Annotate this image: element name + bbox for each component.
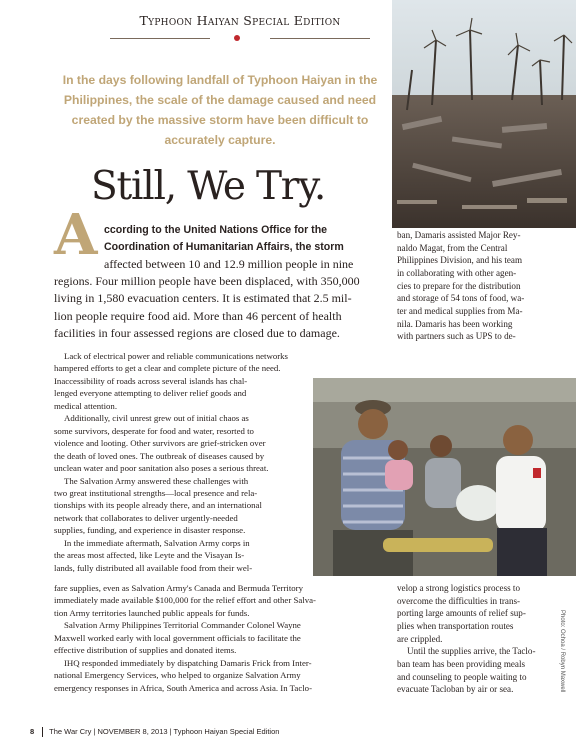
body-line: cies to prepare for the distribution xyxy=(397,280,521,291)
body-line: hampered efforts to get a clear and complete picture of the need. xyxy=(54,363,281,374)
lead-line: living in 1,580 evacuation centers. It is estimated that 2.5 mil- xyxy=(54,291,352,306)
lead-bold-line: ccording to the United Nations Office for the xyxy=(104,224,328,236)
body-line: in collaborating with other agen- xyxy=(397,267,517,278)
body-line: medical attention. xyxy=(54,400,118,411)
body-line: violence and looting. Other survivors are grief-stricken over xyxy=(54,438,266,449)
body-line: Additionally, civil unrest grew out of initial chaos as xyxy=(64,413,249,424)
body-line: and storage of 54 tons of food, wa- xyxy=(397,293,525,304)
lead-bold-line: Coordination of Humanitarian Affairs, the storm xyxy=(104,241,344,253)
bottom-column xyxy=(54,582,316,694)
page-title: Still, We Try. xyxy=(91,164,326,209)
body-line: Inaccessibility of roads across several islands has chal- xyxy=(54,375,248,386)
lead-text xyxy=(54,273,388,342)
header-rule-left xyxy=(110,38,210,39)
footer-divider xyxy=(42,727,43,737)
devastation-photo xyxy=(392,0,576,228)
lead-line: regions. Four million people have been displaced, with 350,000 xyxy=(54,274,360,288)
body-line: naldo Magat, from the Central xyxy=(397,242,508,253)
section-header: Typhoon Haiyan Special Edition xyxy=(139,13,341,28)
body-line: Philippines Division, and his team xyxy=(397,255,523,266)
body-line: the death of loved ones. The outbreak of diseases caused by xyxy=(54,450,265,461)
footer-text: The War Cry | NOVEMBER 8, 2013 | Typhoon Haiyan Special Edition xyxy=(49,727,280,736)
lead-first-line: affected between 10 and 12.9 million people in nine xyxy=(104,257,354,271)
body-line: are crippled. xyxy=(397,633,443,644)
body-line: Lack of electrical power and reliable communications networks xyxy=(64,351,288,361)
drop-cap: A xyxy=(54,202,98,268)
devastation-photo-art xyxy=(392,0,576,228)
body-line: ban, Damaris assisted Major Rey- xyxy=(397,230,521,240)
evacuees-photo-art xyxy=(313,378,576,576)
body-line: and counseling to people waiting to xyxy=(397,671,527,682)
body-line: fare supplies, even as Salvation Army's Canada and Bermuda Territory xyxy=(54,583,304,593)
body-line: porting large amounts of relief sup- xyxy=(397,608,526,619)
left-column xyxy=(54,350,288,574)
lead-line: facilities in four assessed regions are closed due to damage. xyxy=(54,325,340,340)
photo-credit xyxy=(553,610,569,740)
right-column-bottom xyxy=(397,582,536,696)
body-line: The Salvation Army answered these challenges with xyxy=(64,475,249,486)
body-line: with partners such as UPS to de- xyxy=(397,331,516,342)
body-line: IHQ responded immediately by dispatching Damaris Frick from Inter- xyxy=(64,657,312,668)
body-line: the areas most affected, like Leyte and the Visayan Is- xyxy=(54,550,245,561)
intro-deck: In the days following landfall of Typhoon Haiyan in the Philippines, the scale of the damage caused and need created by the massive storm have been difficult to accurately capture. xyxy=(62,73,378,147)
body-line: velop a strong logistics process to xyxy=(397,583,521,593)
page-number: 8 xyxy=(30,727,35,736)
body-line: supplies, funding, and experience in disaster response. xyxy=(54,525,246,536)
body-line: Until the supplies arrive, the Taclo- xyxy=(407,646,536,657)
body-line: unclean water and poor sanitation also poses a serious threat. xyxy=(54,463,269,474)
body-line: some survivors, desperate for food and water, resorted to xyxy=(54,425,254,436)
body-line: Salvation Army Philippines Territorial Commander Colonel Wayne xyxy=(64,620,301,631)
photo-credit-text: Photo: Ochoa / Robyn Maxwell xyxy=(559,610,565,693)
body-line: In the immediate aftermath, Salvation Army corps in xyxy=(64,537,250,548)
body-line: Maxwell worked early with local government officials to facilitate the xyxy=(54,632,301,643)
body-line: overcome the difficulties in trans- xyxy=(397,595,521,606)
header-rule xyxy=(110,34,370,42)
body-line: two great institutional strengths—local presence and rela- xyxy=(54,487,258,498)
body-line: lands, fully distributed all available food from their wel- xyxy=(54,562,253,573)
shield-icon xyxy=(234,35,240,41)
body-line: effective distribution of supplies and donated items. xyxy=(54,645,237,656)
right-column-top xyxy=(397,229,524,343)
body-line: evacuate Tacloban by air or sea. xyxy=(397,684,514,695)
body-line: network that collaborates to deliver urgently-needed xyxy=(54,512,238,523)
body-line: tionships with its people already there, and an international xyxy=(54,500,262,511)
header-rule-right xyxy=(270,38,370,39)
body-line: tion Army territories launched public appeals for funds. xyxy=(54,607,250,618)
body-line: plies when transportation routes xyxy=(397,620,514,631)
lead-bold-text xyxy=(104,222,388,256)
body-line: ter and medical supplies from Ma- xyxy=(397,305,523,316)
lead-line: lion people require food aid. More than 46 percent of health xyxy=(54,308,342,323)
body-line: emergency responses in Africa, South America and across Asia. In Taclo- xyxy=(54,682,313,693)
evacuees-photo xyxy=(313,378,576,576)
body-line: nila. Damaris has been working xyxy=(397,318,513,329)
page-footer xyxy=(30,727,279,737)
body-line: immediately made available $100,000 for the relief effort and other Salva- xyxy=(54,595,316,606)
body-line: national Emergency Services, who helped to organize Salvation Army xyxy=(54,670,301,681)
body-line: lenged everyone attempting to deliver relief goods and xyxy=(54,388,247,399)
body-line: ban team has been providing meals xyxy=(397,658,526,669)
